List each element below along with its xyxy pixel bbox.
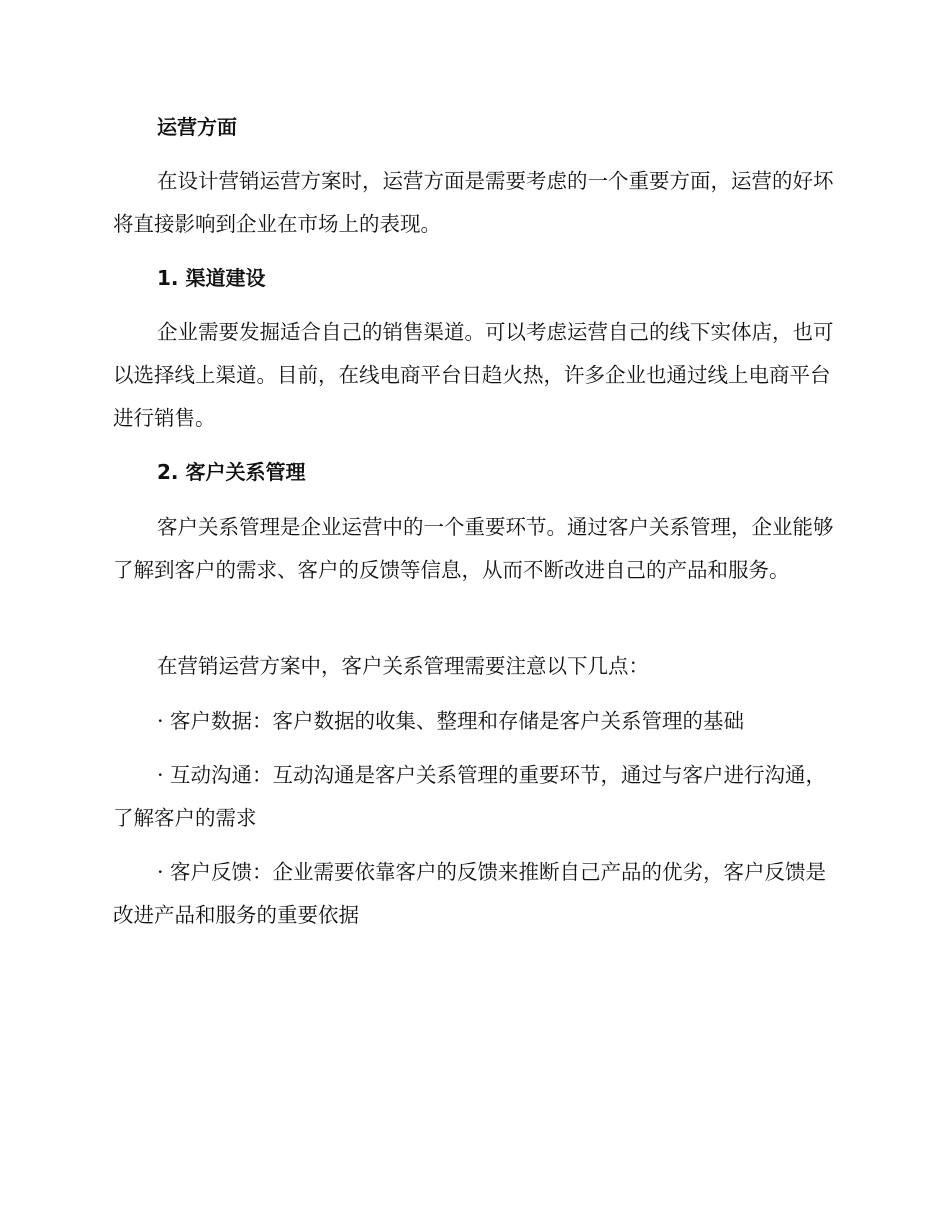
subsection-heading-crm: 2. 客户关系管理 (157, 460, 306, 484)
subsection-heading-channels: 1. 渠道建设 (157, 266, 266, 290)
bullet-item-interaction: · 互动沟通：互动沟通是客户关系管理的重要环节，通过与客户进行沟通，了解客户的需求 (113, 763, 827, 830)
notes-intro-paragraph: 在营销运营方案中，客户关系管理需要注意以下几点： (157, 654, 649, 678)
bullet-item-customer-data: · 客户数据：客户数据的收集、整理和存储是客户关系管理的基础 (157, 709, 745, 733)
intro-paragraph: 在设计营销运营方案时，运营方面是需要考虑的一个重要方面，运营的好坏将直接影响到企业在市场上的表现。 (113, 169, 834, 236)
bullet-item-feedback: · 客户反馈：企业需要依靠客户的反馈来推断自己产品的优劣，客户反馈是改进产品和服务的重要依据 (113, 860, 827, 927)
channels-paragraph: 企业需要发掘适合自己的销售渠道。可以考虑运营自己的线下实体店，也可以选择线上渠道。目前，在线电商平台日趋火热，许多企业也通过线上电商平台进行销售。 (113, 320, 834, 430)
section-title: 运营方面 (157, 115, 237, 139)
crm-paragraph: 客户关系管理是企业运营中的一个重要环节。通过客户关系管理，企业能够了解到客户的需求、客户的反馈等信息，从而不断改进自己的产品和服务。 (113, 515, 834, 582)
